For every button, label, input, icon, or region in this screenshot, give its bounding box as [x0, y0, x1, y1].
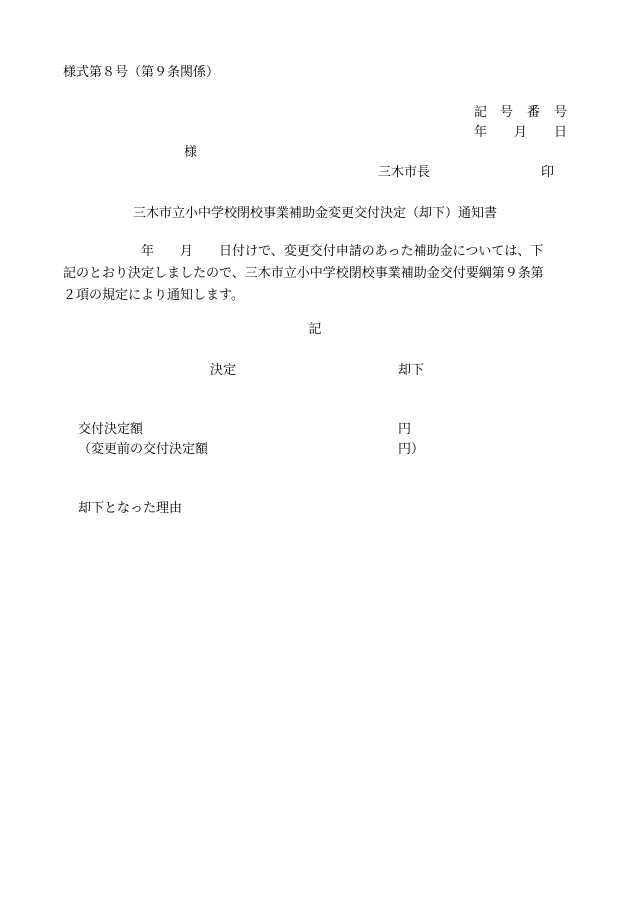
doc-number-char-4: 号 — [554, 105, 568, 120]
amount-label: 交付決定額 — [78, 422, 144, 437]
option-reject: 却下 — [398, 363, 425, 378]
date-day-char: 日 — [554, 125, 568, 140]
amount-unit: 円 — [398, 422, 412, 437]
body-line-2: 記のとおり決定しましたので、三木市立小中学校閉校事業補助金交付要綱第９条第 — [63, 266, 544, 281]
body-line-1: 年 月 日付けで、変更交付申請のあった補助金については、下 — [63, 244, 544, 259]
sender-name: 三木市長 — [378, 165, 431, 180]
seal-mark: 印 — [541, 165, 555, 180]
previous-amount-unit: 円） — [398, 442, 425, 457]
body-line-3: ２項の規定により通知します。 — [63, 288, 244, 303]
document-title: 三木市立小中学校閉校事業補助金変更交付決定（却下）通知書 — [132, 206, 497, 221]
form-label: 様式第８号（第９条関係） — [63, 65, 220, 80]
addressee-suffix: 様 — [184, 145, 198, 160]
ki-heading: 記 — [308, 322, 322, 337]
doc-number-char-3: 番 — [527, 105, 541, 120]
body-paragraph — [63, 241, 568, 307]
doc-number-char-1: 記 — [474, 105, 488, 120]
doc-number-char-2: 号 — [500, 105, 514, 120]
date-month-char: 月 — [514, 125, 528, 140]
date-year-char: 年 — [474, 125, 488, 140]
option-decide: 決定 — [210, 363, 237, 378]
previous-amount-label: （変更前の交付決定額 — [78, 442, 209, 457]
rejection-reason-label: 却下となった理由 — [78, 501, 183, 516]
